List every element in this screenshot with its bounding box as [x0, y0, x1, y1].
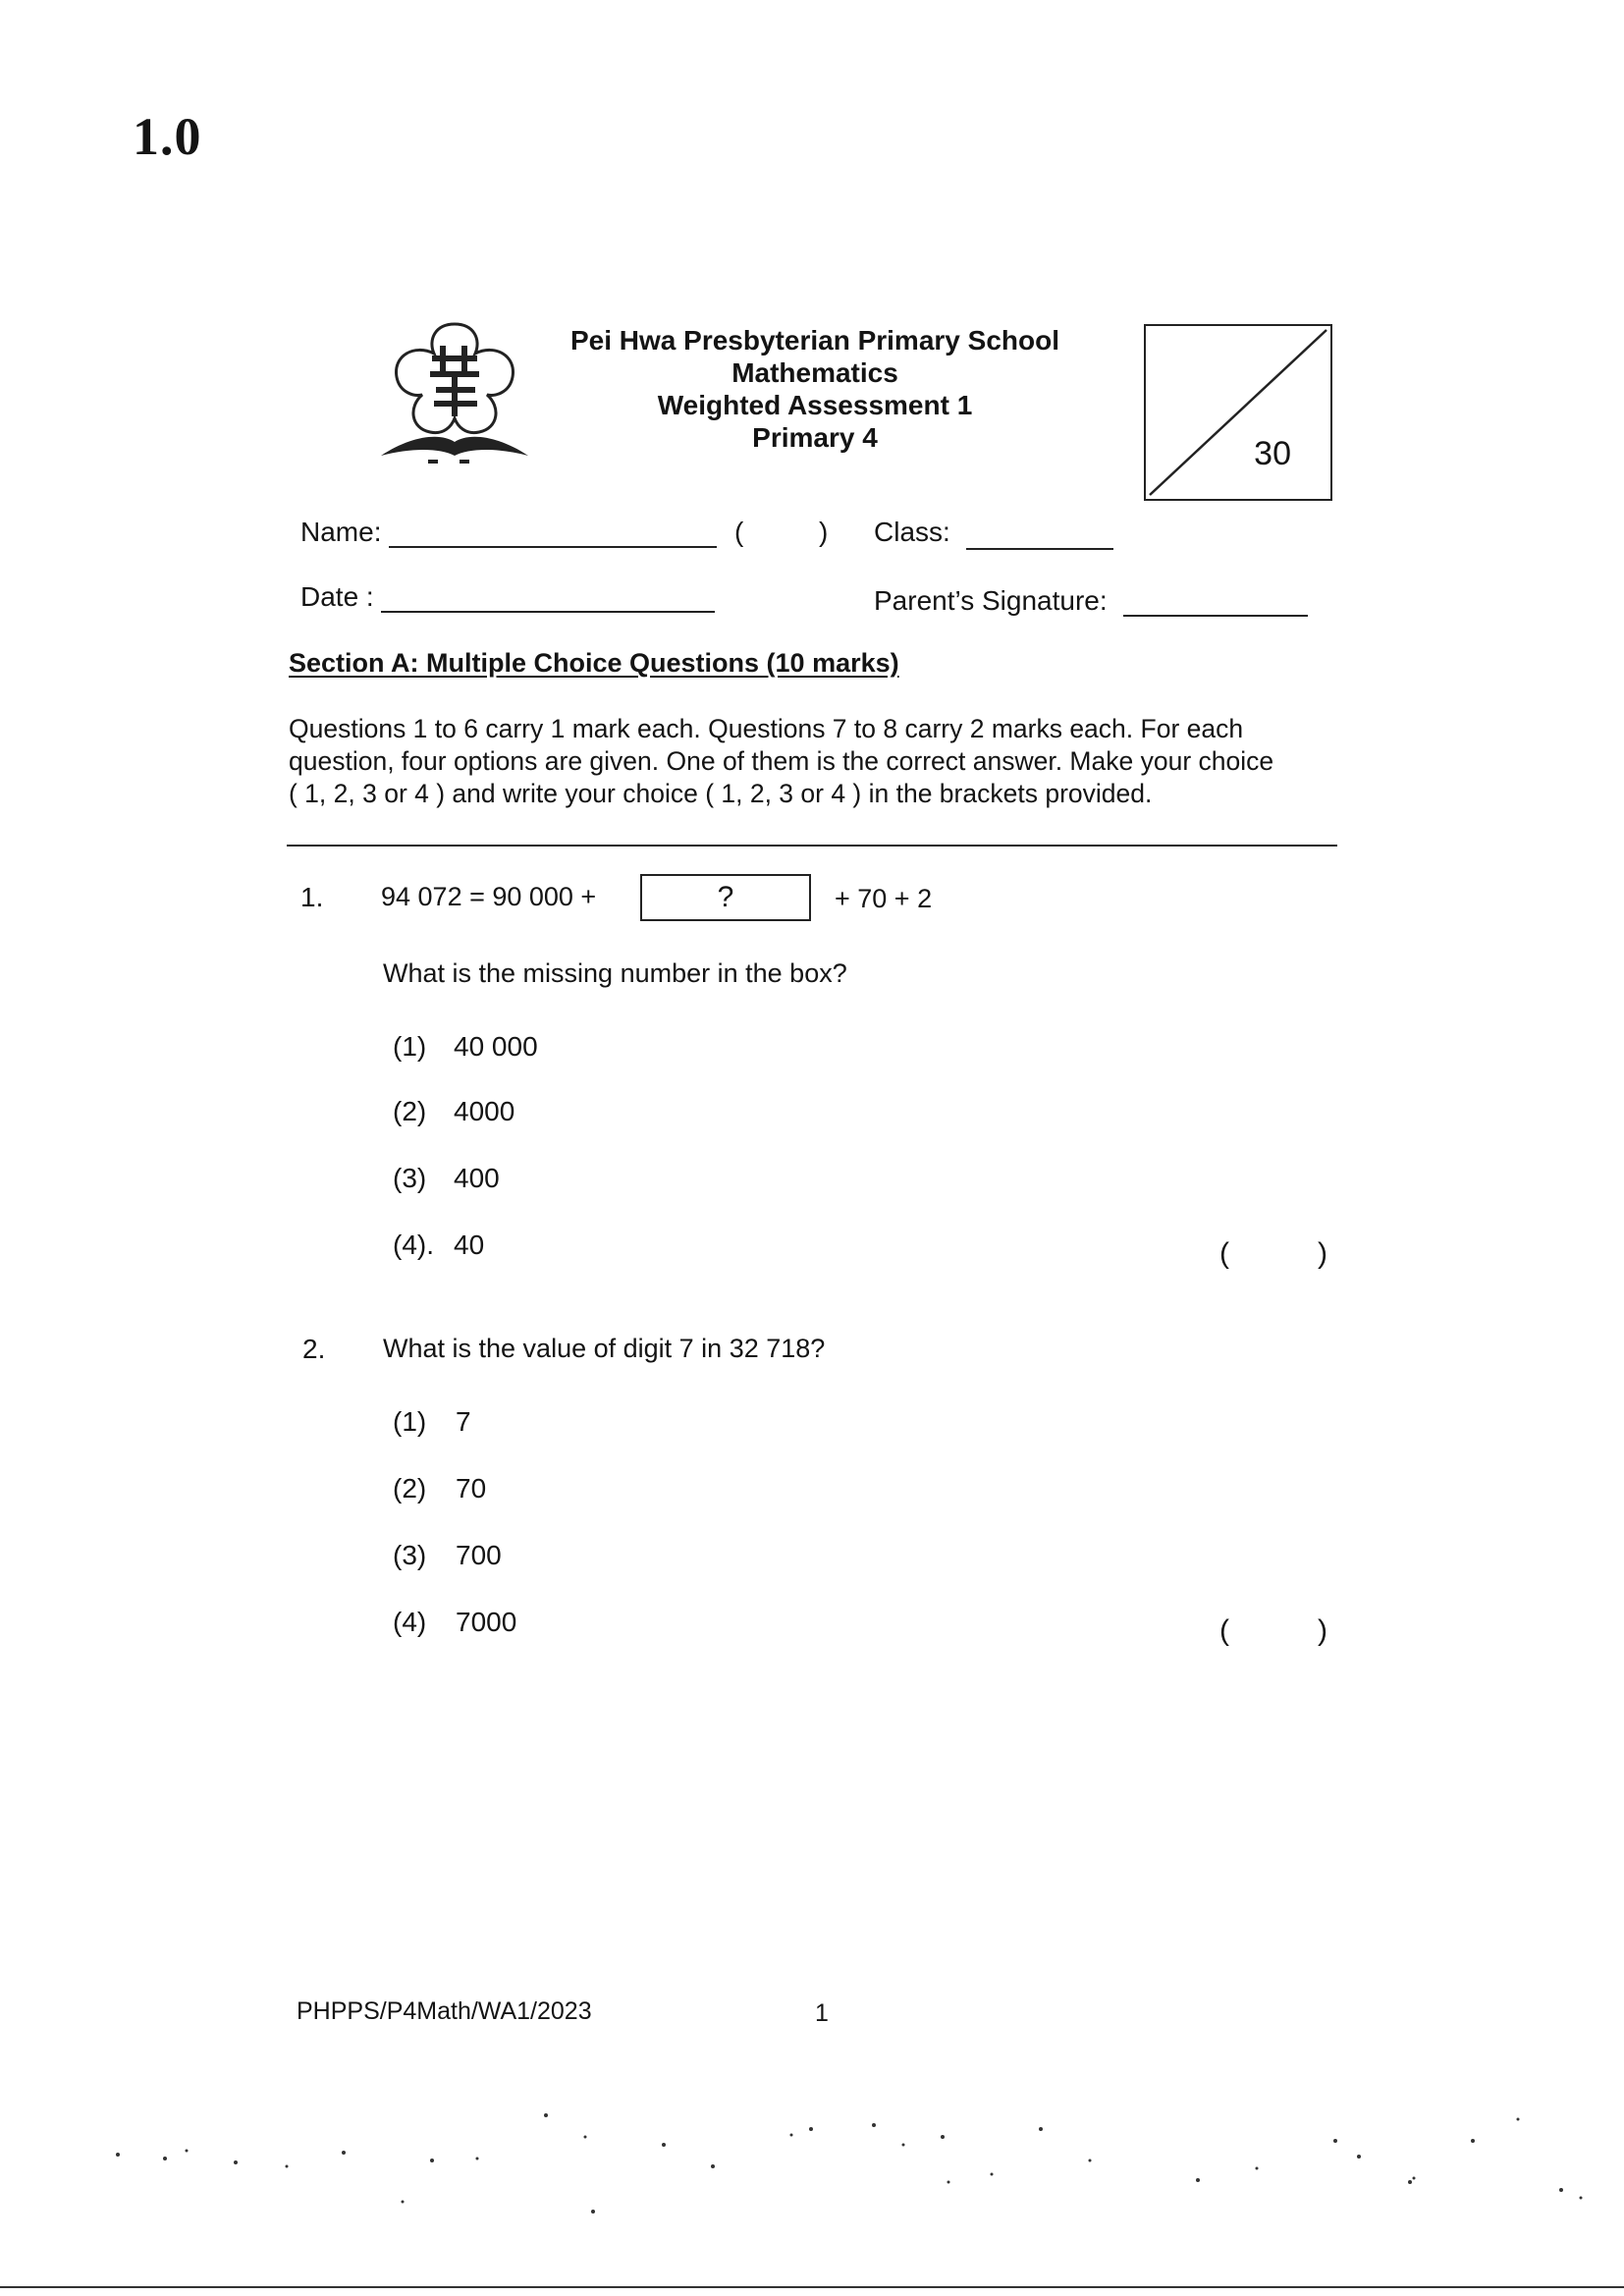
name-line[interactable]	[389, 546, 717, 548]
missing-number-box: ?	[640, 874, 811, 921]
section-divider	[287, 845, 1337, 847]
register-open-paren: (	[734, 517, 744, 547]
option-label: (4).	[393, 1230, 434, 1260]
date-label: Date :	[300, 581, 374, 612]
subject-title: Mathematics	[731, 357, 898, 388]
question-number: 1.	[300, 882, 324, 912]
register-close-paren: )	[819, 517, 829, 547]
header-block	[550, 324, 1080, 454]
option-label: (2)	[393, 1096, 427, 1126]
instructions-line: question, four options are given. One of them is the correct answer. Make your choice	[289, 746, 1274, 776]
school-name: Pei Hwa Presbyterian Primary School	[570, 325, 1059, 355]
equation-right: + 70 + 2	[835, 884, 933, 913]
class-line[interactable]	[966, 548, 1113, 550]
question-number: 2.	[302, 1334, 326, 1364]
answer-bracket-open: (	[1219, 1614, 1229, 1647]
answer-bracket[interactable]	[1219, 1614, 1327, 1648]
page-version: 1.0	[133, 107, 202, 166]
date-line[interactable]	[381, 611, 715, 613]
equation-left: 94 072 = 90 000 +	[381, 882, 597, 911]
option-label: (3)	[393, 1163, 427, 1193]
section-title: Section A: Multiple Choice Questions (10 marks)	[289, 648, 899, 678]
option-value: 400	[454, 1163, 500, 1193]
option-value: 7000	[456, 1607, 517, 1637]
instructions-line: ( 1, 2, 3 or 4 ) and write your choice ( 1, 2, 3 or 4 ) in the brackets provided.	[289, 779, 1153, 808]
option-value: 40	[454, 1230, 485, 1260]
option-value: 700	[456, 1540, 502, 1570]
option-value: 7	[456, 1406, 471, 1437]
score-total: 30	[1254, 435, 1291, 472]
question-prompt: What is the missing number in the box?	[383, 958, 847, 988]
option-value: 40 000	[454, 1031, 538, 1062]
option-label: (1)	[393, 1406, 427, 1437]
answer-bracket-close: )	[1318, 1614, 1327, 1647]
assessment-title: Weighted Assessment 1	[657, 390, 973, 420]
page-number: 1	[815, 1999, 829, 2027]
section-instructions	[289, 713, 1343, 810]
score-diagonal	[1146, 326, 1330, 499]
name-label: Name:	[300, 517, 382, 547]
option-label: (4)	[393, 1607, 427, 1637]
option-value: 70	[456, 1473, 487, 1503]
answer-bracket-close: )	[1318, 1237, 1327, 1270]
option-value: 4000	[454, 1096, 515, 1126]
answer-bracket[interactable]	[1219, 1237, 1327, 1271]
question-prompt: What is the value of digit 7 in 32 718?	[383, 1334, 826, 1363]
score-box	[1144, 324, 1332, 501]
scan-noise	[0, 2102, 1624, 2278]
answer-bracket-open: (	[1219, 1237, 1229, 1270]
footer-code: PHPPS/P4Math/WA1/2023	[297, 1997, 592, 2025]
page-bottom-edge	[0, 2286, 1624, 2288]
instructions-line: Questions 1 to 6 carry 1 mark each. Questions 7 to 8 carry 2 marks each. For each	[289, 714, 1244, 743]
level-title: Primary 4	[752, 422, 878, 453]
option-label: (1)	[393, 1031, 427, 1062]
parent-signature-label: Parent’s Signature:	[874, 585, 1108, 616]
school-logo	[371, 316, 538, 475]
class-label: Class:	[874, 517, 950, 547]
parent-signature-line[interactable]	[1123, 615, 1308, 617]
option-label: (3)	[393, 1540, 427, 1570]
option-label: (2)	[393, 1473, 427, 1503]
